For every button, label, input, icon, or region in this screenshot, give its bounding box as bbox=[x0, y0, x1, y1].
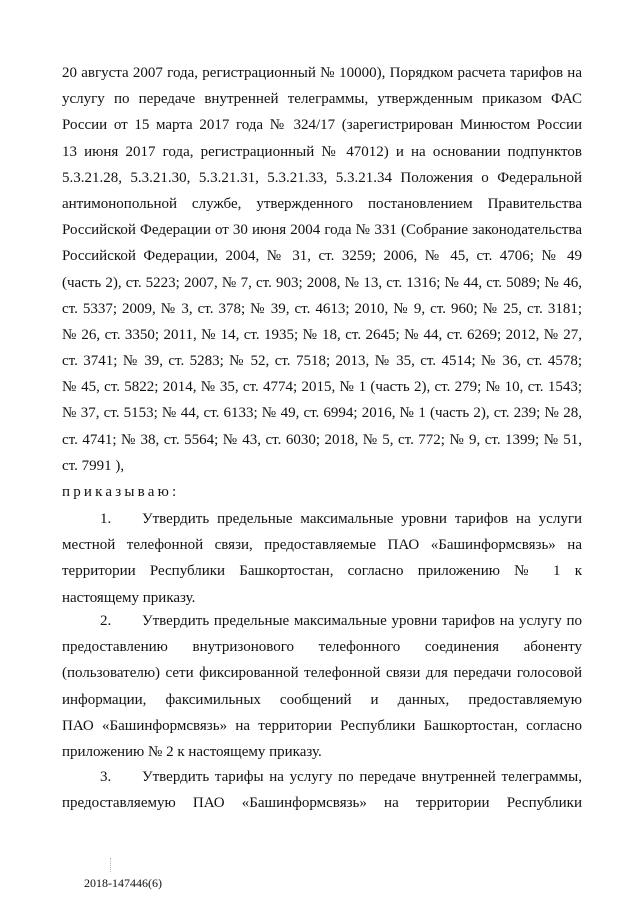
intro-line-7: Российской Федерации от 30 июня 2004 года № 331 (Собрание законодательства bbox=[62, 222, 582, 239]
intro-line-13: № 45, ст. 5822; 2014, № 35, ст. 4774; 2015, № 1 (часть 2), ст. 279; № 10, ст. 1543; bbox=[62, 379, 582, 396]
intro-line-14: № 37, ст. 5153; № 44, ст. 6133; № 49, ст. 6994; 2016, № 1 (часть 2), ст. 239; № 28, bbox=[62, 405, 582, 422]
item-1-first-line bbox=[62, 506, 582, 532]
scan-artifact bbox=[110, 858, 113, 872]
intro-line-5: 5.3.21.28, 5.3.21.30, 5.3.21.31, 5.3.21.33, 5.3.21.34 Положения о Федеральной bbox=[62, 169, 582, 186]
intro-line-8: Российской Федерации, 2004, № 31, ст. 3259; 2006, № 45, ст. 4706; № 49 bbox=[62, 248, 582, 265]
item-1-first-text: Утвердить предельные максимальные уровни тарифов на услуги bbox=[142, 511, 582, 527]
intro-line-11: № 26, ст. 3350; 2011, № 14, ст. 1935; № 18, ст. 2645; № 44, ст. 6269; 2012, № 27, bbox=[62, 326, 582, 343]
intro-paragraph bbox=[62, 60, 582, 505]
intro-line-1: 20 августа 2007 года, регистрационный № 10000), Порядком расчета тарифов на bbox=[62, 65, 582, 81]
item-1-line-4: настоящему приказу. bbox=[62, 589, 196, 606]
item-1-line-2: местной телефонной связи, предоставляемые ПАО «Башинформсвязь» на bbox=[62, 537, 582, 554]
item-3-line-2: предоставляемую ПАО «Башинформсвязь» на территории Республики bbox=[62, 795, 582, 812]
intro-line-16: ст. 7991 ), bbox=[62, 457, 125, 474]
item-1-number: 1. bbox=[100, 511, 112, 527]
intro-line-4: 13 июня 2017 года, регистрационный № 47012) и на основании подпунктов bbox=[62, 143, 582, 160]
document-code: 2018-147446(6) bbox=[84, 876, 162, 890]
item-2-line-5: ПАО «Башинформсвязь» на территории Республики Башкортостан, согласно bbox=[62, 717, 582, 734]
intro-line-3: России от 15 марта 2017 года № 324/17 (зарегистрирован Минюстом России bbox=[62, 117, 582, 134]
intro-line-6: антимонопольной службе, утвержденного постановлением Правительства bbox=[62, 195, 582, 212]
intro-line-15: ст. 4741; № 38, ст. 5564; № 43, ст. 6030; 2018, № 5, ст. 772; № 9, ст. 1399; № 51, bbox=[62, 431, 582, 448]
item-3-first-line bbox=[62, 764, 582, 790]
order-word: приказываю: bbox=[62, 484, 180, 500]
item-3-number: 3. bbox=[100, 769, 112, 785]
intro-line-10: ст. 5337; 2009, № 3, ст. 378; № 39, ст. 4613; 2010, № 9, ст. 960; № 25, ст. 3181; bbox=[62, 300, 582, 317]
intro-line-12: ст. 3741; № 39, ст. 5283; № 52, ст. 7518; 2013, № 35, ст. 4514; № 36, ст. 4578; bbox=[62, 353, 582, 370]
item-1 bbox=[62, 506, 582, 611]
item-2-first-line bbox=[62, 608, 582, 634]
item-2-line-3: (пользователю) сети фиксированной телефонной связи для передачи голосовой bbox=[62, 665, 582, 682]
item-1-line-3: территории Республики Башкортостан, согласно приложению № 1 к bbox=[62, 563, 582, 580]
item-2-line-2: предоставлению внутризонового телефонного соединения абоненту bbox=[62, 639, 582, 656]
item-3 bbox=[62, 764, 582, 816]
item-2 bbox=[62, 608, 582, 765]
item-2-line-6: приложению № 2 к настоящему приказу. bbox=[62, 743, 322, 760]
item-3-first-text: Утвердить тарифы на услугу по передаче внутренней телеграммы, bbox=[142, 769, 582, 785]
intro-line-9: (часть 2), ст. 5223; 2007, № 7, ст. 903; 2008, № 13, ст. 1316; № 44, ст. 5089; № 46, bbox=[62, 274, 582, 291]
item-2-line-4: информации, факсимильных сообщений и данных, предоставляемую bbox=[62, 691, 582, 708]
item-2-number: 2. bbox=[100, 613, 112, 629]
item-2-first-text: Утвердить предельные максимальные уровни тарифов на услугу по bbox=[142, 613, 582, 629]
intro-line-2: услугу по передаче внутренней телеграммы, утвержденным приказом ФАС bbox=[62, 91, 582, 108]
